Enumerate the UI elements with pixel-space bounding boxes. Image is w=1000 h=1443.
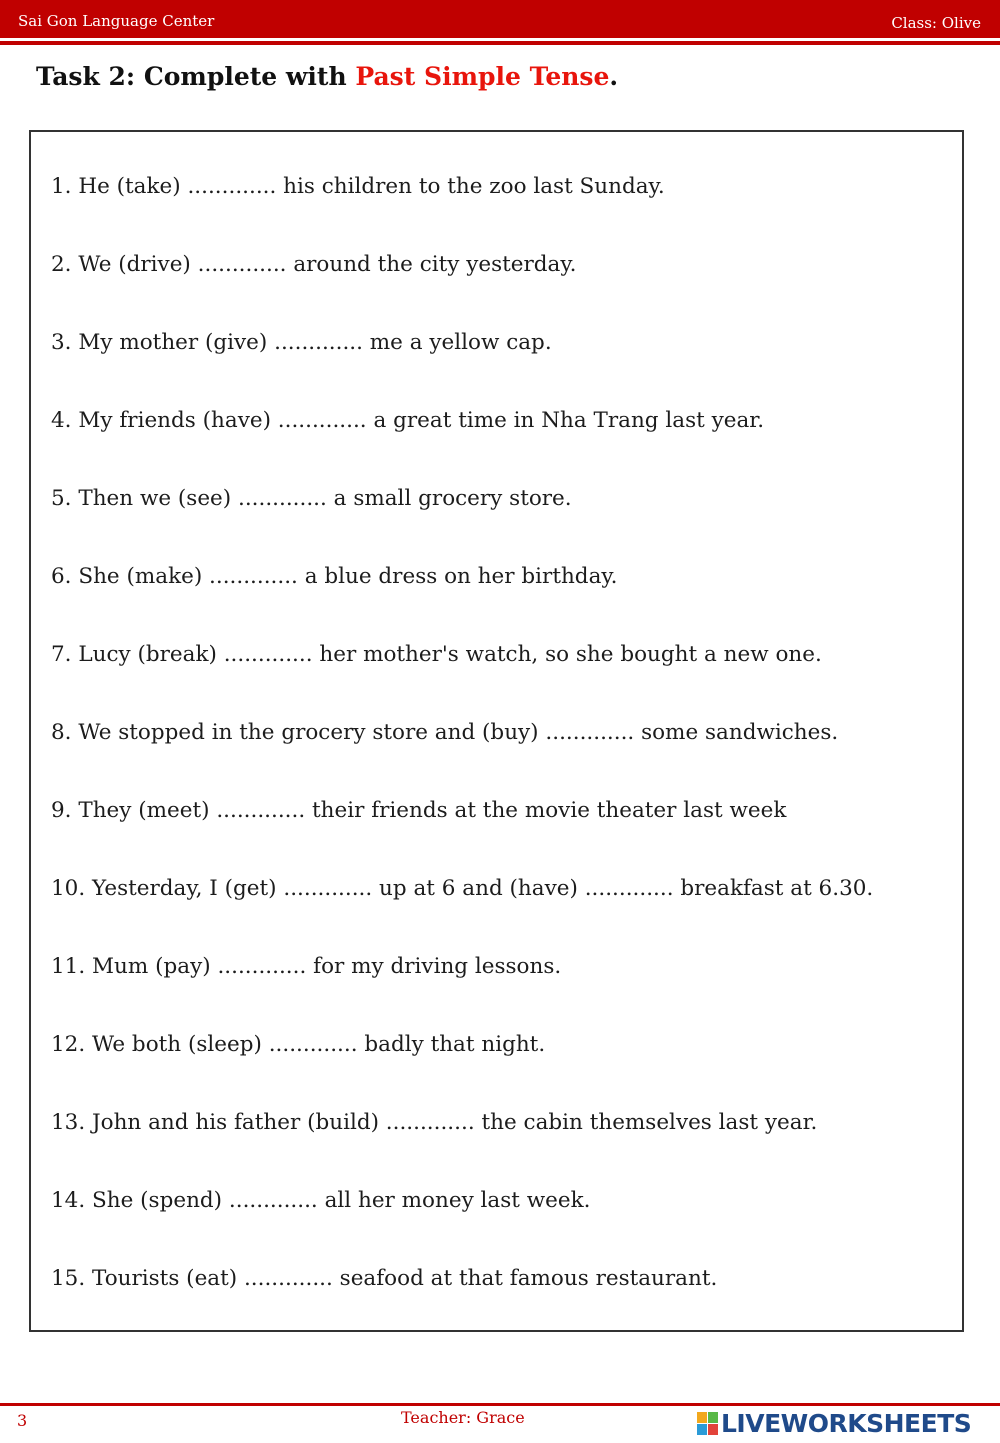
question-item: 6. She (make) ............. a blue dress on her birthday. xyxy=(51,564,618,589)
task-title-suffix: . xyxy=(609,62,619,91)
task-title-highlight: Past Simple Tense xyxy=(355,62,610,91)
question-item: 2. We (drive) ............. around the city yesterday. xyxy=(51,252,577,277)
question-item: 8. We stopped in the grocery store and (buy) ............. some sandwiches. xyxy=(51,720,839,745)
logo-text: LIVEWORKSHEETS xyxy=(721,1409,972,1438)
question-item: 11. Mum (pay) ............. for my driving lessons. xyxy=(51,954,562,979)
question-item: 7. Lucy (break) ............. her mother's watch, so she bought a new one. xyxy=(51,642,822,667)
question-item: 15. Tourists (eat) ............. seafood at that famous restaurant. xyxy=(51,1266,718,1291)
task-title-prefix: Task 2: Complete with xyxy=(36,62,356,91)
liveworksheets-logo-icon xyxy=(697,1412,718,1435)
question-item: 13. John and his father (build) ............. the cabin themselves last year. xyxy=(51,1110,818,1135)
question-item: 3. My mother (give) ............. me a yellow cap. xyxy=(51,330,552,355)
question-item: 9. They (meet) ............. their friends at the movie theater last week xyxy=(51,798,787,823)
question-item: 4. My friends (have) ............. a great time in Nha Trang last year. xyxy=(51,408,765,433)
question-item: 1. He (take) ............. his children to the zoo last Sunday. xyxy=(51,174,665,199)
task-title xyxy=(36,62,618,91)
question-item: 10. Yesterday, I (get) ............. up at 6 and (have) ............. breakfast at 6.30. xyxy=(51,876,874,901)
liveworksheets-logo[interactable] xyxy=(697,1409,971,1438)
center-name: Sai Gon Language Center xyxy=(18,12,215,30)
question-item: 14. She (spend) ............. all her money last week. xyxy=(51,1188,591,1213)
page-number: 3 xyxy=(17,1411,28,1430)
header-divider xyxy=(0,41,1000,45)
class-label: Class: Olive xyxy=(891,14,981,32)
question-item: 12. We both (sleep) ............. badly that night. xyxy=(51,1032,546,1057)
teacher-name: Teacher: Grace xyxy=(401,1408,525,1427)
footer-divider xyxy=(0,1403,1000,1406)
header-bar xyxy=(0,0,1000,38)
question-item: 5. Then we (see) ............. a small grocery store. xyxy=(51,486,572,511)
